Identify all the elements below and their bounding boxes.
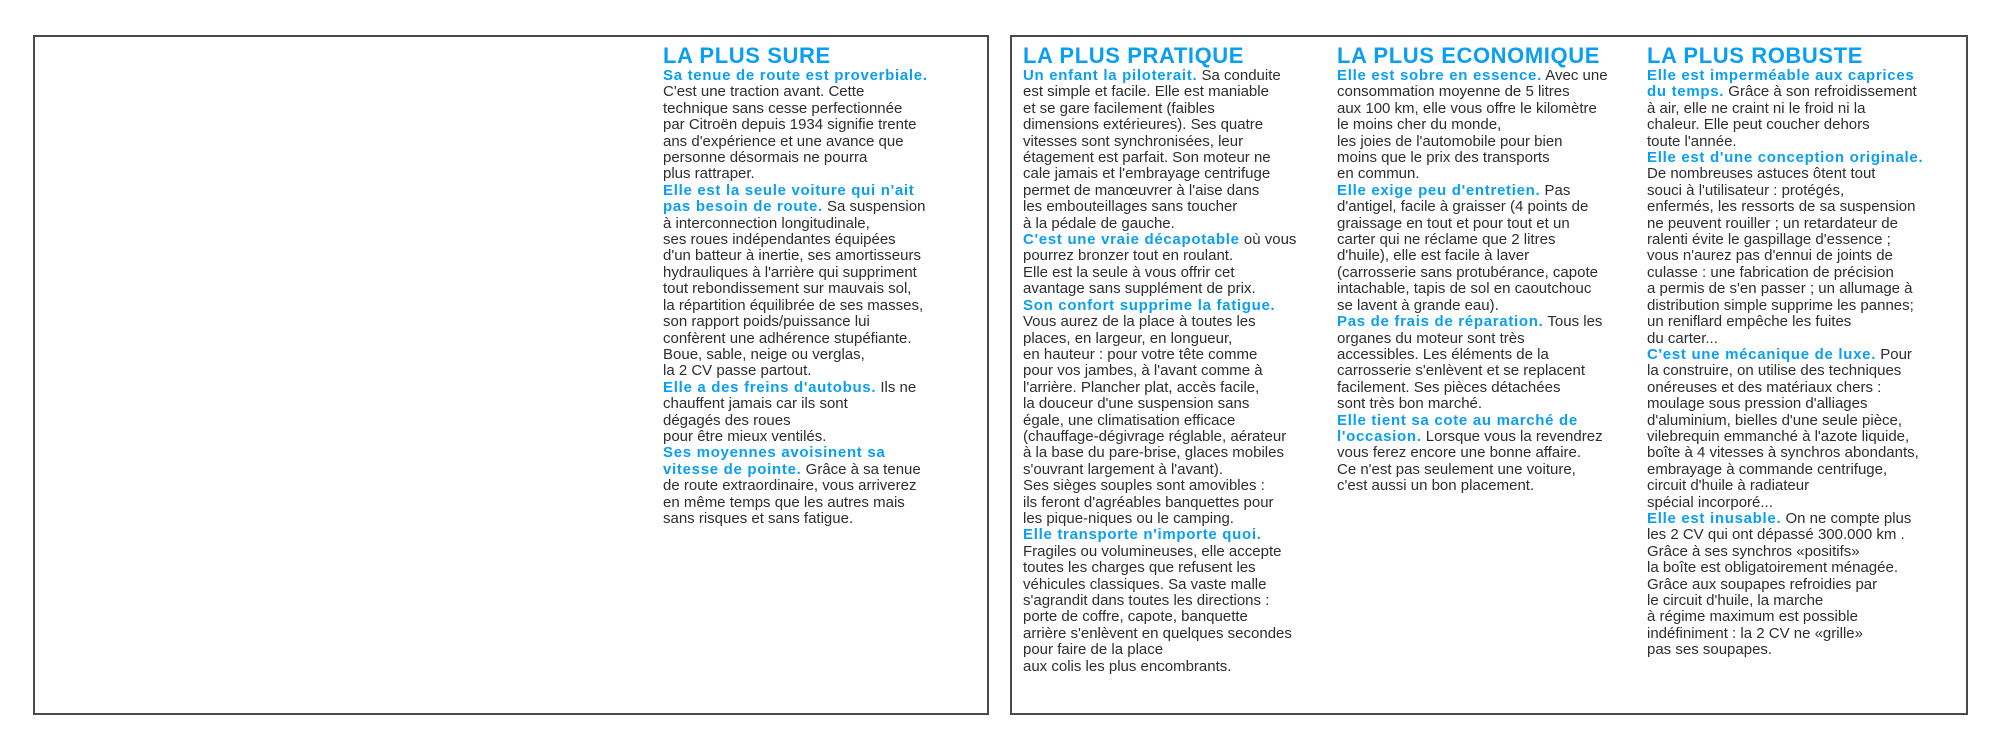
paragraph-text-line: arrière s'enlèvent en quelques secondes — [1023, 624, 1292, 642]
paragraph-lead-line — [1023, 232, 1296, 248]
paragraph-lead-line — [1647, 68, 1923, 84]
paragraph — [1337, 68, 1608, 183]
column-la-plus-economique — [1337, 45, 1608, 495]
paragraph-lead-tail: Lorsque vous la revendrez — [1421, 427, 1603, 445]
paragraph-text-line: Ses sièges souples sont amovibles : — [1023, 477, 1265, 495]
paragraph-lead-line — [1647, 150, 1923, 166]
paragraph — [1337, 413, 1608, 495]
paragraph-text-line: pour vos jambes, à l'avant comme à — [1023, 362, 1263, 380]
paragraph-text-line: l'arrière. Plancher plat, accès facile, — [1023, 378, 1260, 396]
column-la-plus-robuste — [1647, 45, 1923, 659]
paragraph-lead-line — [663, 183, 928, 199]
paragraph-text-line: de route extraordinaire, vous arriverez — [663, 477, 917, 495]
paragraph-text-line: Fragiles ou volumineuses, elle accepte — [1023, 542, 1282, 560]
paragraph-lead: Un enfant la piloterait. — [1023, 67, 1198, 84]
paragraph — [1647, 150, 1923, 347]
paragraph — [1337, 314, 1608, 412]
paragraph-text-line: carrosserie s'enlèvent et se replacent — [1337, 362, 1585, 380]
paragraph-text-line: les embouteillages sans toucher — [1023, 198, 1238, 216]
paragraph — [663, 445, 928, 527]
paragraph-text-line: confèrent une adhérence stupéfiante. — [663, 329, 912, 347]
paragraph-text-line: est simple et facile. Elle est maniable — [1023, 83, 1269, 101]
paragraph-text-line: du carter... — [1647, 329, 1718, 347]
paragraph-text-line: vilebrequin emmanché à l'azote liquide, — [1647, 427, 1910, 445]
paragraph-text-line: sont très bon marché. — [1337, 395, 1483, 413]
paragraph-lead: Pas de frais de réparation. — [1337, 313, 1544, 331]
paragraph — [1337, 183, 1608, 314]
paragraph — [1647, 511, 1923, 659]
paragraph-text-line: les 2 CV qui ont dépassé 300.000 km . — [1647, 526, 1905, 544]
paragraph-text-line: toutes les charges que refusent les — [1023, 559, 1256, 577]
column-la-plus-sure — [663, 45, 928, 527]
paragraph-text-line: à la pédale de gauche. — [1023, 214, 1175, 232]
paragraph-lead: Elle est imperméable aux caprices — [1647, 67, 1915, 84]
paragraph-text-line: véhicules classiques. Sa vaste malle — [1023, 575, 1267, 593]
paragraph-lead-tail: Sa conduite — [1197, 67, 1281, 84]
paragraph — [1023, 298, 1296, 528]
paragraph-text-line: s'ouvrant largement à l'avant). — [1023, 460, 1223, 478]
paragraph-text-line: Boue, sable, neige ou verglas, — [663, 345, 865, 363]
paragraph-text-line: s'agrandit dans toutes les directions : — [1023, 592, 1270, 609]
paragraph-text-line: Elle est la seule à vous offrir cet — [1023, 263, 1235, 281]
paragraph-lead-line — [1337, 413, 1608, 429]
paragraph-text-line: pourrez bronzer tout en roulant. — [1023, 247, 1234, 265]
paragraph-lead-line — [1337, 314, 1608, 330]
paragraph-lead: C'est une vraie décapotable — [1023, 231, 1240, 249]
paragraph-text-line: enfermés, les ressorts de sa suspension — [1647, 198, 1916, 216]
paragraph-text-line: le circuit d'huile, la marche — [1647, 592, 1824, 609]
section-heading: LA PLUS ECONOMIQUE — [1337, 43, 1600, 68]
paragraph-text-line: cale jamais et l'embrayage centrifuge — [1023, 165, 1271, 183]
paragraph-text-line: facilement. Ses pièces détachées — [1337, 378, 1561, 396]
paragraph-text-line: à la base du pare-brise, glaces mobiles — [1023, 444, 1284, 462]
paragraph-text-line: avantage sans supplément de prix. — [1023, 280, 1256, 298]
paragraph-text-line: plus rattraper. — [663, 165, 755, 183]
paragraph-lead-tail: Avec une — [1541, 67, 1608, 84]
paragraph-text-line: souci à l'utilisateur : protégés, — [1647, 181, 1845, 199]
paragraph-text-line: la construire, on utilise des techniques — [1647, 362, 1902, 380]
section-heading: LA PLUS PRATIQUE — [1023, 43, 1245, 68]
paragraph-text-line: tout rebondissement sur mauvais sol, — [663, 280, 912, 298]
paragraph-text-line: porte de coffre, capote, banquette — [1023, 608, 1248, 626]
paragraph-text-line: d'antigel, facile à graisser (4 points de — [1337, 198, 1589, 216]
paragraph-text-line: d'un batteur à inertie, ses amortisseurs — [663, 247, 921, 265]
paragraph-text-line: carter qui ne réclame que 2 litres — [1337, 231, 1556, 249]
paragraph-lead-line — [1647, 347, 1923, 363]
paragraph-text-line: ans d'expérience et une avance que — [663, 132, 904, 150]
paragraph-lead-tail: où vous — [1239, 231, 1297, 249]
paragraph-text-line: culasse : une fabrication de précision — [1647, 263, 1894, 281]
paragraph-text-line: indéfiniment : la 2 CV ne «grille» — [1647, 624, 1863, 642]
paragraph-text-line: Ce n'est pas seulement une voiture, — [1337, 460, 1576, 478]
paragraph — [1647, 68, 1923, 150]
paragraph-text-line: boîte à 4 vitesses à synchros abondants, — [1647, 444, 1919, 462]
paragraph-lead: Son confort supprime la fatigue. — [1023, 296, 1276, 314]
paragraph-text-line: chauffent jamais car ils sont — [663, 395, 848, 413]
paragraph-text-line: à air, elle ne craint ni le froid ni la — [1647, 99, 1866, 117]
paragraph-text-line: moulage sous pression d'alliages — [1647, 395, 1868, 413]
paragraph-text-line: égale, une climatisation efficace — [1023, 411, 1236, 429]
paragraph-text-line: la répartition équilibrée de ses masses, — [663, 296, 924, 314]
paragraph-lead-tail: Ils ne — [876, 378, 917, 396]
paragraph-text-line: la douceur d'une suspension sans — [1023, 395, 1250, 413]
paragraph-lead: Elle tient sa cote au marché de — [1337, 411, 1578, 429]
paragraph-text-line: vous n'aurez pas d'ennui de joints de — [1647, 247, 1893, 265]
section-heading: LA PLUS SURE — [663, 43, 831, 68]
paragraph-lead-line — [663, 462, 928, 478]
paragraph-text-line: dimensions extérieures). Ses quatre — [1023, 116, 1264, 134]
paragraph-text-line: étagement est parfait. Son moteur ne — [1023, 149, 1271, 167]
paragraph-lead: Elle est d'une conception originale. — [1647, 149, 1924, 167]
paragraph-text-line: personne désormais ne pourra — [663, 149, 868, 167]
left-page — [33, 35, 989, 715]
paragraph — [663, 183, 928, 380]
paragraph-lead: l'occasion. — [1337, 427, 1422, 445]
paragraph — [1023, 232, 1296, 298]
paragraph — [1023, 527, 1296, 675]
paragraph-lead: Elle est sobre en essence. — [1337, 67, 1542, 84]
paragraph-text-line: (chauffage-dégivrage réglable, aérateur — [1023, 427, 1287, 445]
paragraph-lead-line — [1337, 183, 1608, 199]
paragraph-lead: du temps. — [1647, 83, 1725, 101]
paragraph-text-line: distribution simple supprime les pannes; — [1647, 296, 1914, 314]
paragraph-text-line: d'aluminium, bielles d'une seule pièce, — [1647, 411, 1903, 429]
paragraph-text-line: spécial incorporé... — [1647, 493, 1773, 511]
paragraph-text-line: c'est aussi un bon placement. — [1337, 477, 1535, 495]
paragraph-lead: Ses moyennes avoisinent sa — [663, 444, 886, 462]
paragraph-lead-line — [663, 445, 928, 461]
paragraph-text-line: en hauteur : pour votre tête comme — [1023, 345, 1258, 363]
paragraph-lead-tail: Pour — [1876, 345, 1912, 363]
paragraph-text-line: accessibles. Les éléments de la — [1337, 345, 1549, 363]
paragraph-lead-line — [663, 68, 928, 84]
paragraph-text-line: à interconnection longitudinale, — [663, 214, 870, 232]
paragraph-text-line: Grâce à ses synchros «positifs» — [1647, 542, 1860, 560]
paragraph-text-line: la boîte est obligatoirement ménagée. — [1647, 559, 1898, 577]
paragraph-text-line: onéreuses et des matériaux chers : — [1647, 378, 1882, 396]
paragraph-lead-line — [1337, 429, 1608, 445]
column-la-plus-pratique — [1023, 45, 1296, 675]
paragraph-text-line: (carrosserie sans protubérance, capote — [1337, 263, 1598, 281]
paragraph-lead-tail: On ne compte plus — [1781, 509, 1912, 527]
paragraph-text-line: places, en largeur, en longueur, — [1023, 329, 1233, 347]
paragraph — [1647, 347, 1923, 511]
paragraph-lead: pas besoin de route. — [663, 198, 823, 216]
paragraph-text-line: pour faire de la place — [1023, 641, 1164, 659]
paragraph-lead-tail: Grâce à son refroidissement — [1724, 83, 1917, 101]
paragraph-text-line: pas ses soupapes. — [1647, 641, 1773, 659]
paragraph-lead-tail: Tous les — [1543, 313, 1603, 331]
paragraph-lead-tail: Pas — [1540, 181, 1571, 199]
paragraph-text-line: par Citroën depuis 1934 signifie trente — [663, 116, 917, 134]
paragraph-text-line: graissage en tout et pour tout et un — [1337, 214, 1570, 232]
paragraph-text-line: en même temps que les autres mais — [663, 493, 905, 511]
paragraph-lead-line — [1337, 68, 1608, 84]
paragraph-text-line: ses roues indépendantes équipées — [663, 231, 896, 249]
paragraph-text-line: technique sans cesse perfectionnée — [663, 99, 903, 117]
paragraph-text-line: moins que le prix des transports — [1337, 149, 1550, 167]
paragraph-lead-line — [663, 199, 928, 215]
paragraph-lead: Elle transporte n'importe quoi. — [1023, 526, 1262, 544]
paragraph-text-line: ne peuvent rouiller ; un retardateur de — [1647, 214, 1898, 232]
paragraph-text-line: les joies de l'automobile pour bien — [1337, 132, 1563, 150]
paragraph-text-line: De nombreuses astuces ôtent tout — [1647, 165, 1876, 183]
paragraph-lead: Elle exige peu d'entretien. — [1337, 181, 1541, 199]
paragraph — [663, 68, 928, 183]
paragraph-text-line: et se gare facilement (faibles — [1023, 99, 1215, 117]
paragraph-text-line: intachable, tapis de sol en caoutchouc — [1337, 280, 1592, 298]
paragraph-text-line: Vous aurez de la place à toutes les — [1023, 313, 1256, 331]
paragraph-text-line: aux 100 km, elle vous offre le kilomètre — [1337, 99, 1597, 117]
paragraph-text-line: hydrauliques à l'arrière qui suppriment — [663, 263, 917, 281]
paragraph-text-line: sans risques et sans fatigue. — [663, 509, 854, 527]
paragraph-text-line: organes du moteur sont très — [1337, 329, 1525, 347]
paragraph-lead: vitesse de pointe. — [663, 460, 802, 478]
paragraph-text-line: C'est une traction avant. Cette — [663, 83, 865, 101]
paragraph-text-line: dégagés des roues — [663, 411, 791, 429]
paragraph-lead-line — [663, 380, 928, 396]
paragraph — [1023, 68, 1296, 232]
paragraph-text-line: ralenti évite le gaspillage d'essence ; — [1647, 231, 1891, 249]
paragraph-text-line: a permis de s'en passer ; un allumage à — [1647, 280, 1913, 298]
paragraph-text-line: embrayage à commande centrifuge, — [1647, 460, 1888, 478]
paragraph-text-line: le moins cher du monde, — [1337, 116, 1502, 134]
paragraph-text-line: Grâce aux soupapes refroidies par — [1647, 575, 1878, 593]
paragraph-lead: C'est une mécanique de luxe. — [1647, 345, 1877, 363]
paragraph-text-line: un reniflard empêche les fuites — [1647, 313, 1852, 331]
paragraph-lead: Elle est inusable. — [1647, 509, 1782, 527]
paragraph-text-line: se lavent à grande eau). — [1337, 296, 1499, 314]
paragraph-lead-line — [1023, 68, 1296, 84]
paragraph-lead: Elle est la seule voiture qui n'ait — [663, 181, 915, 199]
paragraph-text-line: les pique-niques ou le camping. — [1023, 509, 1234, 527]
paragraph-lead-line — [1023, 527, 1296, 543]
paragraph-lead-line — [1647, 84, 1923, 100]
paragraph-text-line: vitesses sont synchronisées, leur — [1023, 132, 1244, 150]
paragraph-text-line: toute l'année. — [1647, 132, 1737, 150]
paragraph — [663, 380, 928, 446]
paragraph-lead: Elle a des freins d'autobus. — [663, 378, 877, 396]
paragraph-lead-tail: Grâce à sa tenue — [801, 460, 921, 478]
paragraph-text-line: son rapport poids/puissance lui — [663, 313, 870, 331]
paragraph-lead-line — [1647, 511, 1923, 527]
paragraph-text-line: vous ferez encore une bonne affaire. — [1337, 444, 1582, 462]
paragraph-text-line: d'huile), elle est facile à laver — [1337, 247, 1530, 265]
paragraph-text-line: chaleur. Elle peut coucher dehors — [1647, 116, 1870, 134]
paragraph-text-line: circuit d'huile à radiateur — [1647, 477, 1810, 495]
paragraph-text-line: consommation moyenne de 5 litres — [1337, 83, 1570, 101]
paragraph-text-line: aux colis les plus encombrants. — [1023, 657, 1232, 675]
paragraph-text-line: en commun. — [1337, 165, 1420, 183]
paragraph-text-line: à régime maximum est possible — [1647, 608, 1858, 626]
paragraph-text-line: pour être mieux ventilés. — [663, 427, 827, 445]
paragraph-text-line: permet de manœuvrer à l'aise dans — [1023, 181, 1260, 199]
paragraph-lead: Sa tenue de route est proverbiale. — [663, 67, 928, 84]
paragraph-text-line: la 2 CV passe partout. — [663, 362, 812, 380]
paragraph-text-line: ils feront d'agréables banquettes pour — [1023, 493, 1274, 511]
paragraph-lead-tail: Sa suspension — [822, 198, 926, 216]
right-page — [1010, 35, 1968, 715]
section-heading: LA PLUS ROBUSTE — [1647, 43, 1863, 68]
paragraph-lead-line — [1023, 298, 1296, 314]
